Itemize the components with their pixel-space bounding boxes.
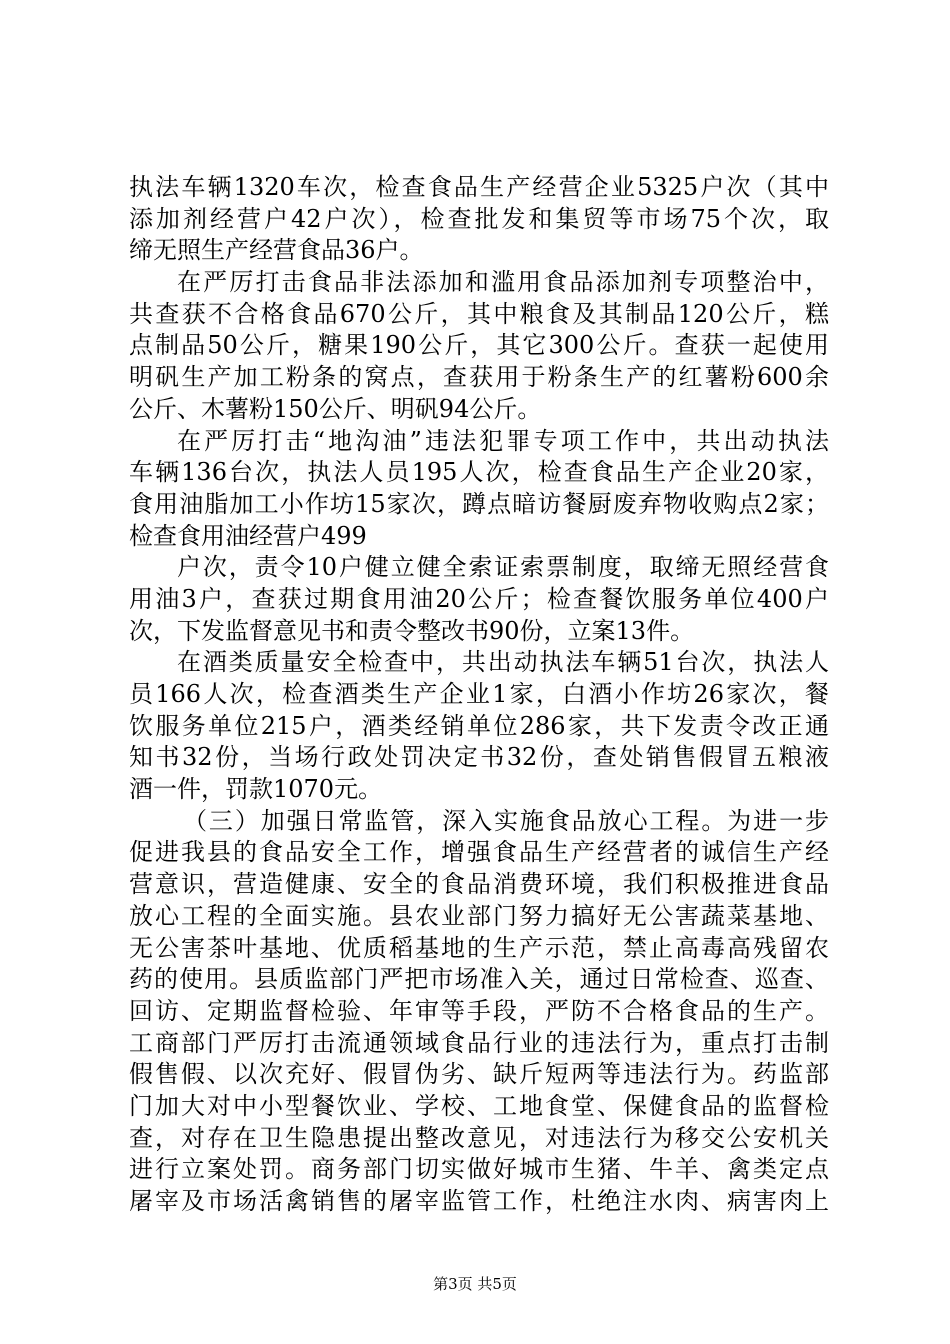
text-line: 缔无照生产经营食品36户。 <box>129 236 424 265</box>
text-line: 车辆136台次，执法人员195人次，检查食品生产企业20家， <box>129 458 829 487</box>
text-line: 回访、定期监督检验、年审等手段，严防不合格食品的生产。 <box>129 996 829 1025</box>
text-line: 添加剂经营户42户次），检查批发和集贸等市场75个次，取 <box>129 204 829 233</box>
text-line: 酒一件，罚款1070元。 <box>129 775 383 804</box>
text-line: 食用油脂加工小作坊15家次，蹲点暗访餐厨废弃物收购点2家； <box>129 489 829 518</box>
text-line: 次，下发监督意见书和责令整改书90份，立案13件。 <box>129 616 695 645</box>
text-line: 促进我县的食品安全工作，增强食品生产经营者的诚信生产经 <box>129 838 829 867</box>
paragraph-first-line: 在酒类质量安全检查中，共出动执法车辆51台次，执法人 <box>177 648 829 677</box>
text-line: 用油3户，查获过期食用油20公斤；检查餐饮服务单位400户 <box>129 584 829 613</box>
paragraph-first-line: 在严厉打击食品非法添加和滥用食品添加剂专项整治中， <box>177 268 829 297</box>
text-line: 放心工程的全面实施。县农业部门努力搞好无公害蔬菜基地、 <box>129 901 829 930</box>
text-line: 营意识，营造健康、安全的食品消费环境，我们积极推进食品 <box>129 870 829 899</box>
text-line: 门加大对中小型餐饮业、学校、工地食堂、保健食品的监督检 <box>129 1091 829 1120</box>
text-line: 工商部门严厉打击流通领域食品行业的违法行为，重点打击制 <box>129 1028 829 1057</box>
text-line: 进行立案处罚。商务部门切实做好城市生猪、牛羊、禽类定点 <box>129 1155 829 1184</box>
text-line: 共查获不合格食品670公斤，其中粮食及其制品120公斤，糕 <box>129 299 829 328</box>
section-heading-line: （三）加强日常监管，深入实施食品放心工程。为进一步 <box>183 806 829 835</box>
text-line: 屠宰及市场活禽销售的屠宰监管工作，杜绝注水肉、病害肉上 <box>129 1187 829 1215</box>
page-footer <box>0 1274 950 1294</box>
text-line: 点制品50公斤，糖果190公斤，其它300公斤。查获一起使用 <box>129 331 829 360</box>
text-line: 明矾生产加工粉条的窝点，查获用于粉条生产的红薯粉600余 <box>129 363 829 392</box>
text-line: 员166人次，检查酒类生产企业1家，白酒小作坊26家次，餐 <box>129 680 829 708</box>
text-line: 知书32份，当场行政处罚决定书32份，查处销售假冒五粮液 <box>129 743 829 772</box>
text-line: 查，对存在卫生隐患提出整改意见，对违法行为移交公安机关 <box>129 1123 829 1152</box>
text-line: 药的使用。县质监部门严把市场准入关，通过日常检查、巡查、 <box>129 965 829 994</box>
paragraph-first-line: 在严厉打击“地沟油”违法犯罪专项工作中，共出动执法 <box>177 426 829 455</box>
paragraph-first-line: 户次，责令10户健立健全索证索票制度，取缔无照经营食 <box>177 553 829 582</box>
text-line: 执法车辆1320车次，检查食品生产经营企业5325户次（其中 <box>129 173 829 201</box>
page-indicator: 第3页 共5页 <box>433 1275 517 1293</box>
text-line: 检查食用油经营户499 <box>129 521 367 550</box>
text-line: 饮服务单位215户，酒类经销单位286家，共下发责令改正通 <box>129 711 829 740</box>
document-body <box>129 172 829 1218</box>
text-line: 假售假、以次充好、假冒伪劣、缺斤短两等违法行为。药监部 <box>129 1060 829 1089</box>
text-line: 无公害茶叶基地、优质稻基地的生产示范，禁止高毒高残留农 <box>129 933 829 962</box>
text-line: 公斤、木薯粉150公斤、明矾94公斤。 <box>129 394 542 423</box>
